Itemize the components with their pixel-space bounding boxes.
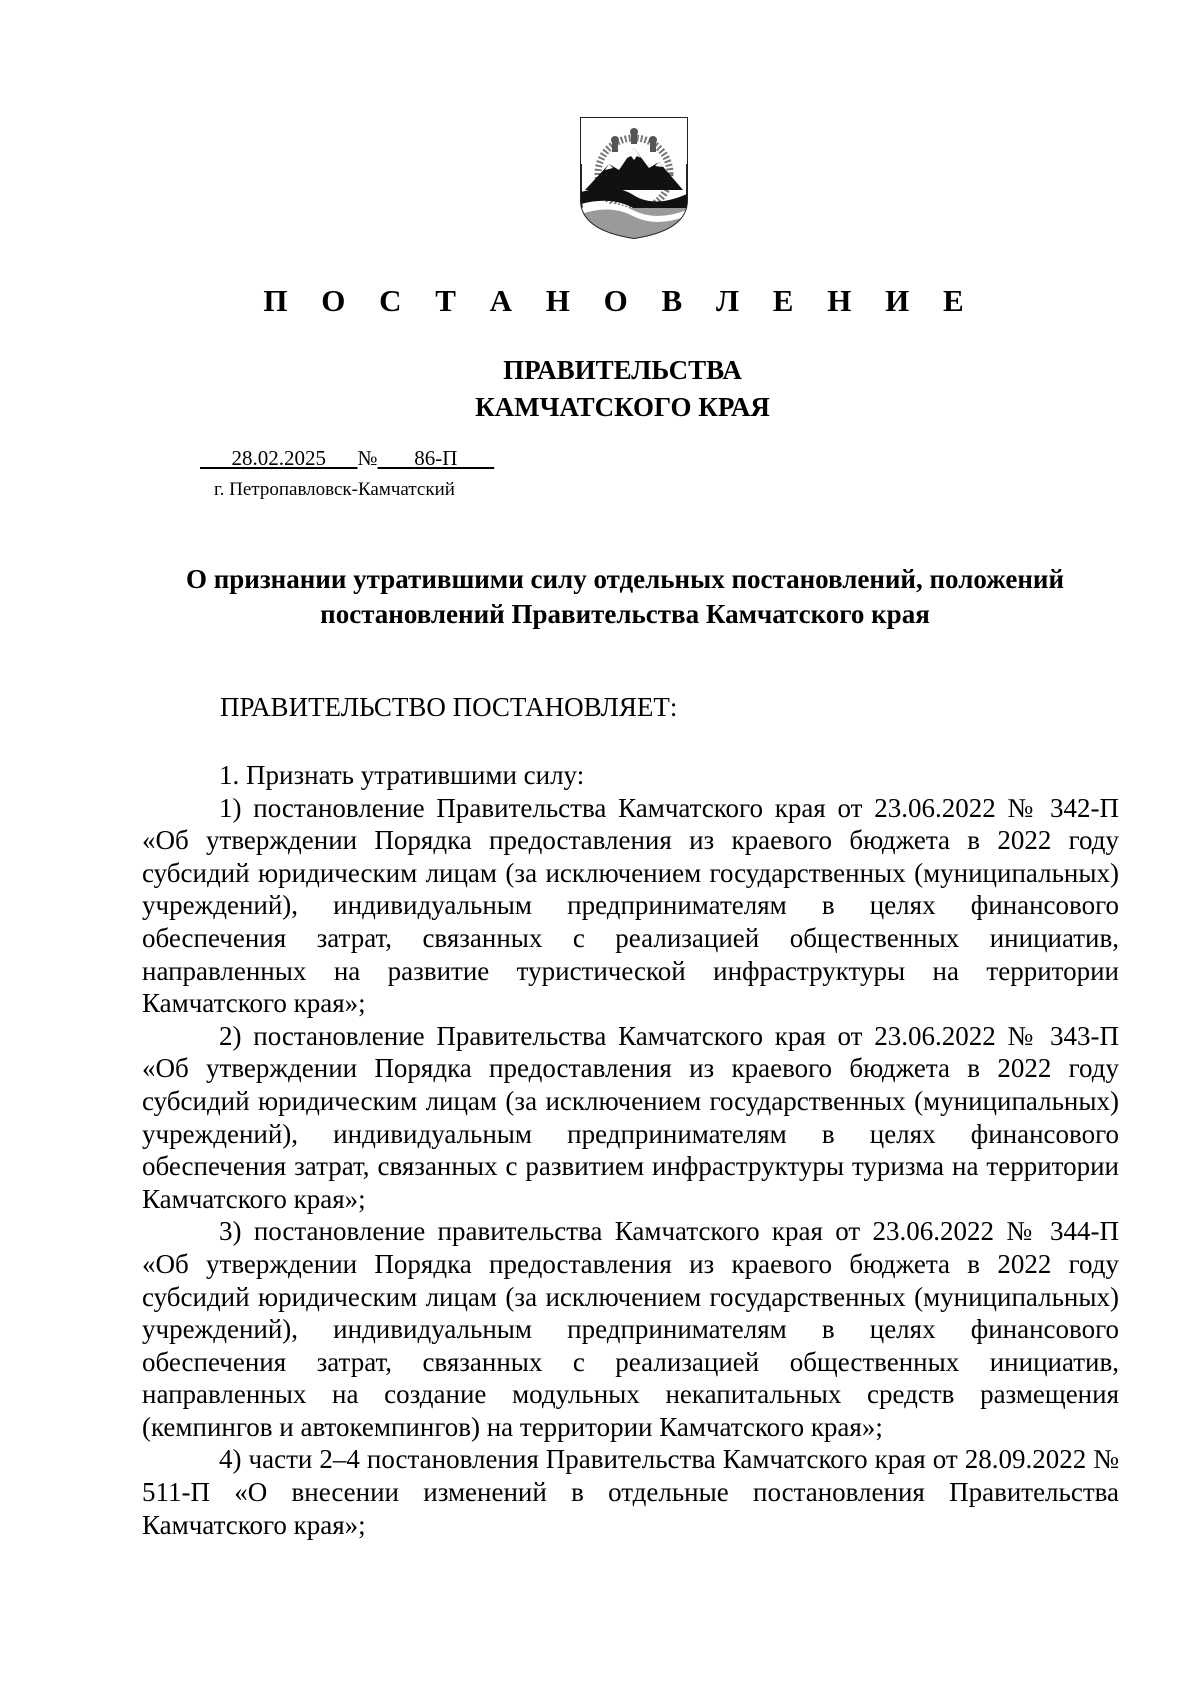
government-name-line2: КАМЧАТСКОГО КРАЯ <box>475 392 770 422</box>
government-name-line1: ПРАВИТЕЛЬСТВА <box>503 355 742 385</box>
document-type-title: П О С Т А Н О В Л Е Н И Е <box>263 283 977 318</box>
document-subject-line2: постановлений Правительства Камчатского края <box>320 599 930 629</box>
kamchatka-coat-of-arms-icon <box>575 112 693 242</box>
document-subject-line1: О признании утратившими силу отдельных постановлений, положений <box>185 564 1065 594</box>
document-subject <box>130 562 1120 632</box>
body-paragraph: 1) постановление Правительства Камчатского края от 23.06.2022 № 342-П «Об утверждении Порядка предоставления из краевого бюджета в 2022 году субсидий юридическим лицам (за исключением государственных (муниципальных) учреждений), индивидуальным предпринимателям в целях финансового обеспечения затрат, связанных с реализацией общественных инициатив, направленных на развитие туристической инфраструктуры на территории Камчатского края»; <box>142 792 1119 1019</box>
decree-statement: ПРАВИТЕЛЬСТВО ПОСТАНОВЛЯЕТ: <box>220 692 678 722</box>
body-paragraph: 2) постановление Правительства Камчатского края от 23.06.2022 № 343-П «Об утверждении Порядка предоставления из краевого бюджета в 2022 году субсидий юридическим лицам (за исключением государственных (муниципальных) учреждений), индивидуальным предпринимателям в целях финансового обеспечения затрат, связанных с развитием инфраструктуры туризма на территории Камчатского края»; <box>142 1020 1119 1214</box>
government-name <box>0 352 1200 426</box>
document-city: г. Петропавловск-Камчатский <box>214 479 455 500</box>
body-paragraph: 4) части 2–4 постановления Правительства Камчатского края от 28.09.2022 № 511-П «О внесении изменений в отдельные постановления Правительства Камчатского края»; <box>142 1444 1119 1540</box>
number-sign: № <box>357 446 378 470</box>
document-date: 28.02.2025 <box>231 446 326 470</box>
document-number: 86-П <box>414 446 458 470</box>
body-paragraph: 3) постановление правительства Камчатского края от 23.06.2022 № 344-П «Об утверждении Порядка предоставления из краевого бюджета в 2022 году субсидий юридическим лицам (за исключением государственных (муниципальных) учреждений), индивидуальным предпринимателям в целях финансового обеспечения затрат, связанных с реализацией общественных инициатив, направленных на создание модульных некапитальных средств размещения (кемпингов и автокемпингов) на территории Камчатского края»; <box>142 1216 1119 1442</box>
registration-line <box>200 446 494 471</box>
document-body <box>142 759 1119 1541</box>
body-paragraph: 1. Признать утратившими силу: <box>219 760 585 790</box>
